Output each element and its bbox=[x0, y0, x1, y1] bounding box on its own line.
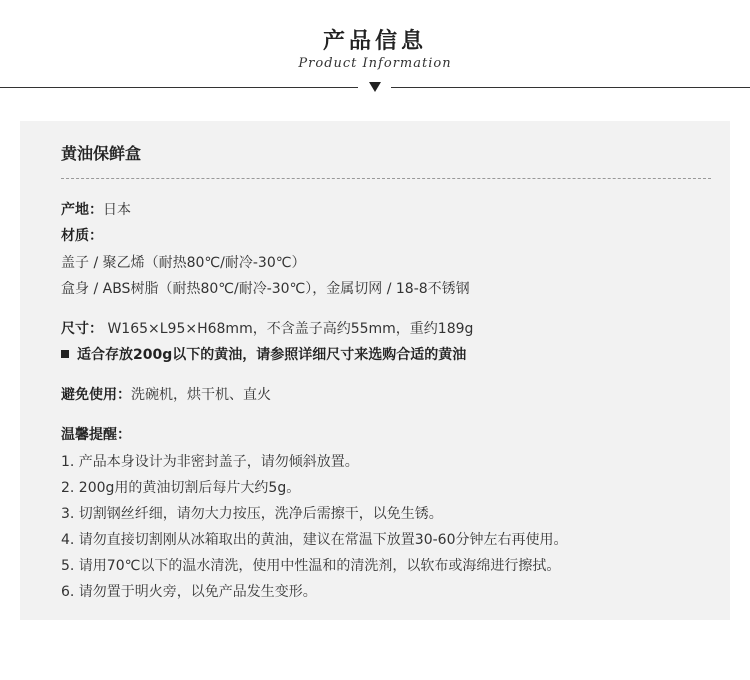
capacity-note-text: 适合存放200g以下的黄油，请参照详细尺寸来选购合适的黄油 bbox=[77, 347, 467, 363]
material-line: 盖子 / 聚乙烯（耐热80℃/耐冷-30℃） bbox=[61, 255, 306, 271]
tips-label: 温馨提醒： bbox=[61, 427, 131, 443]
product-name: 黄油保鲜盒 bbox=[61, 144, 142, 163]
avoid-label: 避免使用： bbox=[61, 387, 131, 403]
material-label: 材质： bbox=[61, 228, 103, 244]
origin-label: 产地： bbox=[61, 202, 103, 218]
square-bullet-icon bbox=[61, 350, 69, 358]
avoid-value: 洗碗机，烘干机、直火 bbox=[131, 387, 271, 403]
tip-item: 2. 200g用的黄油切割后每片大约5g。 bbox=[61, 480, 301, 496]
divider-right bbox=[391, 87, 750, 88]
size-label: 尺寸： bbox=[61, 321, 103, 337]
section-header bbox=[0, 0, 750, 110]
section-title: 产品信息 bbox=[322, 29, 427, 54]
origin-value: 日本 bbox=[103, 202, 131, 218]
size-row bbox=[61, 318, 473, 338]
triangle-down-icon bbox=[369, 82, 381, 92]
capacity-note bbox=[61, 344, 466, 364]
origin-row bbox=[61, 199, 131, 219]
product-info-panel bbox=[20, 121, 730, 620]
tip-item: 4. 请勿直接切割刚从冰箱取出的黄油，建议在常温下放置30-60分钟左右再使用。 bbox=[61, 532, 568, 548]
section-subtitle: Product Information bbox=[298, 56, 452, 71]
avoid-row bbox=[61, 384, 271, 404]
tip-item: 1. 产品本身设计为非密封盖子，请勿倾斜放置。 bbox=[61, 454, 359, 470]
dashed-divider bbox=[61, 178, 711, 179]
tip-item: 3. 切割钢丝纤细，请勿大力按压，洗净后需擦干，以免生锈。 bbox=[61, 506, 443, 522]
tip-item: 6. 请勿置于明火旁，以免产品发生变形。 bbox=[61, 584, 317, 600]
tip-item: 5. 请用70℃以下的温水清洗，使用中性温和的清洗剂，以软布或海绵进行擦拭。 bbox=[61, 558, 561, 574]
divider-left bbox=[0, 87, 358, 88]
size-value: W165×L95×H68mm，不含盖子高约55mm，重约189g bbox=[103, 321, 474, 337]
material-line: 盒身 / ABS树脂（耐热80℃/耐冷-30℃），金属切网 / 18-8不锈钢 bbox=[61, 281, 470, 297]
